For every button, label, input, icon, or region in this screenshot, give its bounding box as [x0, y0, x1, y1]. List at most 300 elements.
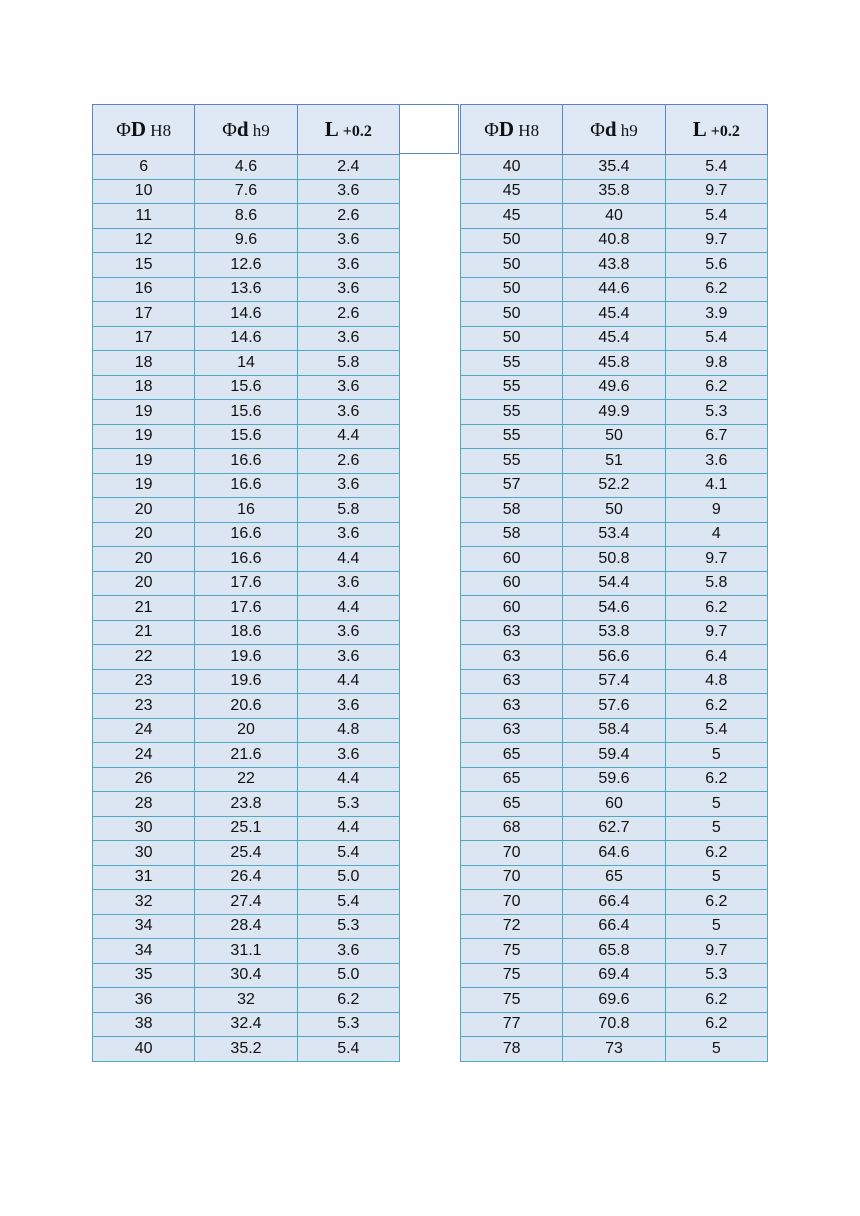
table-row: [461, 547, 768, 572]
cell-outer-diameter: 23: [93, 669, 195, 694]
table-row: [93, 816, 400, 841]
table-row: [461, 253, 768, 278]
table-row: [461, 498, 768, 523]
cell-outer-diameter: 20: [93, 522, 195, 547]
cell-length: 3.6: [297, 375, 399, 400]
table-row: [93, 473, 400, 498]
cell-outer-diameter: 31: [93, 865, 195, 890]
table-row: [93, 841, 400, 866]
table-row: [461, 1012, 768, 1037]
table-row: [93, 351, 400, 376]
cell-outer-diameter: 50: [461, 302, 563, 327]
cell-outer-diameter: 50: [461, 326, 563, 351]
cell-length: 5: [665, 1037, 767, 1062]
cell-outer-diameter: 77: [461, 1012, 563, 1037]
table-row: [93, 865, 400, 890]
cell-length: 9.7: [665, 228, 767, 253]
cell-inner-diameter: 14.6: [195, 302, 297, 327]
cell-length: 4.4: [297, 424, 399, 449]
cell-length: 3.6: [665, 449, 767, 474]
cell-inner-diameter: 16: [195, 498, 297, 523]
cell-outer-diameter: 19: [93, 424, 195, 449]
cell-outer-diameter: 21: [93, 596, 195, 621]
cell-outer-diameter: 72: [461, 914, 563, 939]
table-row: [93, 400, 400, 425]
cell-length: 9.7: [665, 547, 767, 572]
table-row: [461, 792, 768, 817]
table-row: [461, 963, 768, 988]
table-row: [461, 400, 768, 425]
cell-inner-diameter: 45.4: [563, 326, 665, 351]
cell-outer-diameter: 55: [461, 400, 563, 425]
table-row: [461, 155, 768, 180]
cell-outer-diameter: 15: [93, 253, 195, 278]
cell-outer-diameter: 30: [93, 816, 195, 841]
cell-outer-diameter: 19: [93, 449, 195, 474]
cell-outer-diameter: 24: [93, 743, 195, 768]
cell-length: 3.6: [297, 571, 399, 596]
cell-length: 6.7: [665, 424, 767, 449]
table-row: [93, 375, 400, 400]
header-length: L +0.2: [665, 105, 767, 155]
table-row: [461, 179, 768, 204]
table-row: [93, 326, 400, 351]
cell-inner-diameter: 30.4: [195, 963, 297, 988]
cell-outer-diameter: 20: [93, 498, 195, 523]
cell-outer-diameter: 10: [93, 179, 195, 204]
table-row: [93, 890, 400, 915]
table-row: [93, 179, 400, 204]
table-row: [461, 865, 768, 890]
cell-length: 6.2: [665, 988, 767, 1013]
cell-inner-diameter: 70.8: [563, 1012, 665, 1037]
table-row: [461, 522, 768, 547]
cell-inner-diameter: 15.6: [195, 400, 297, 425]
cell-outer-diameter: 78: [461, 1037, 563, 1062]
table-row: [93, 743, 400, 768]
header-row: [461, 105, 768, 155]
table-row: [461, 939, 768, 964]
cell-length: 6.2: [665, 375, 767, 400]
cell-outer-diameter: 55: [461, 375, 563, 400]
table-row: [93, 155, 400, 180]
cell-length: 3.6: [297, 473, 399, 498]
cell-inner-diameter: 22: [195, 767, 297, 792]
cell-outer-diameter: 55: [461, 424, 563, 449]
cell-length: 5.0: [297, 865, 399, 890]
cell-inner-diameter: 26.4: [195, 865, 297, 890]
table-row: [93, 718, 400, 743]
table-row: [93, 424, 400, 449]
table-row: [93, 253, 400, 278]
cell-outer-diameter: 24: [93, 718, 195, 743]
cell-length: 6.2: [297, 988, 399, 1013]
cell-outer-diameter: 70: [461, 841, 563, 866]
cell-outer-diameter: 60: [461, 547, 563, 572]
cell-outer-diameter: 19: [93, 473, 195, 498]
cell-length: 2.6: [297, 204, 399, 229]
cell-outer-diameter: 17: [93, 302, 195, 327]
cell-inner-diameter: 19.6: [195, 645, 297, 670]
cell-inner-diameter: 62.7: [563, 816, 665, 841]
table-row: [461, 841, 768, 866]
cell-inner-diameter: 69.6: [563, 988, 665, 1013]
cell-outer-diameter: 38: [93, 1012, 195, 1037]
cell-length: 6.2: [665, 596, 767, 621]
table-row: [93, 571, 400, 596]
cell-length: 2.4: [297, 155, 399, 180]
cell-length: 3.6: [297, 179, 399, 204]
cell-length: 5.4: [665, 718, 767, 743]
cell-inner-diameter: 52.2: [563, 473, 665, 498]
table-row: [461, 669, 768, 694]
cell-length: 6.4: [665, 645, 767, 670]
cell-length: 3.6: [297, 228, 399, 253]
cell-inner-diameter: 7.6: [195, 179, 297, 204]
cell-inner-diameter: 59.6: [563, 767, 665, 792]
cell-inner-diameter: 13.6: [195, 277, 297, 302]
cell-inner-diameter: 23.8: [195, 792, 297, 817]
cell-inner-diameter: 65.8: [563, 939, 665, 964]
cell-length: 6.2: [665, 1012, 767, 1037]
cell-inner-diameter: 64.6: [563, 841, 665, 866]
table-row: [93, 645, 400, 670]
table-row: [461, 914, 768, 939]
table-row: [461, 620, 768, 645]
cell-length: 4.4: [297, 767, 399, 792]
table-row: [461, 571, 768, 596]
cell-outer-diameter: 6: [93, 155, 195, 180]
cell-inner-diameter: 57.4: [563, 669, 665, 694]
cell-outer-diameter: 30: [93, 841, 195, 866]
cell-inner-diameter: 58.4: [563, 718, 665, 743]
header-spacer-cell: [399, 104, 459, 154]
cell-inner-diameter: 21.6: [195, 743, 297, 768]
cell-outer-diameter: 63: [461, 694, 563, 719]
table-row: [461, 351, 768, 376]
cell-length: 6.2: [665, 767, 767, 792]
table-row: [93, 1012, 400, 1037]
table-body-left: [93, 155, 400, 1062]
table-row: [461, 890, 768, 915]
cell-length: 5.8: [297, 498, 399, 523]
cell-outer-diameter: 11: [93, 204, 195, 229]
cell-length: 5.8: [665, 571, 767, 596]
cell-length: 9.8: [665, 351, 767, 376]
cell-outer-diameter: 55: [461, 449, 563, 474]
cell-inner-diameter: 16.6: [195, 547, 297, 572]
cell-length: 6.2: [665, 841, 767, 866]
table-row: [93, 767, 400, 792]
cell-length: 5.3: [665, 400, 767, 425]
cell-length: 3.6: [297, 620, 399, 645]
cell-inner-diameter: 20.6: [195, 694, 297, 719]
table-row: [461, 694, 768, 719]
cell-inner-diameter: 69.4: [563, 963, 665, 988]
cell-inner-diameter: 56.6: [563, 645, 665, 670]
cell-inner-diameter: 49.6: [563, 375, 665, 400]
cell-inner-diameter: 50.8: [563, 547, 665, 572]
cell-length: 4.1: [665, 473, 767, 498]
cell-length: 4.4: [297, 669, 399, 694]
cell-outer-diameter: 35: [93, 963, 195, 988]
cell-length: 3.6: [297, 253, 399, 278]
cell-inner-diameter: 17.6: [195, 596, 297, 621]
cell-inner-diameter: 43.8: [563, 253, 665, 278]
cell-outer-diameter: 60: [461, 571, 563, 596]
cell-inner-diameter: 53.4: [563, 522, 665, 547]
cell-inner-diameter: 53.8: [563, 620, 665, 645]
cell-inner-diameter: 14.6: [195, 326, 297, 351]
cell-inner-diameter: 15.6: [195, 375, 297, 400]
table-row: [461, 718, 768, 743]
cell-length: 2.6: [297, 449, 399, 474]
table-row: [93, 449, 400, 474]
cell-length: 3.6: [297, 522, 399, 547]
cell-inner-diameter: 31.1: [195, 939, 297, 964]
cell-inner-diameter: 57.6: [563, 694, 665, 719]
cell-outer-diameter: 50: [461, 277, 563, 302]
cell-outer-diameter: 19: [93, 400, 195, 425]
cell-outer-diameter: 65: [461, 767, 563, 792]
cell-length: 5.6: [665, 253, 767, 278]
cell-length: 5.3: [297, 1012, 399, 1037]
cell-length: 5.4: [665, 326, 767, 351]
table-row: [461, 767, 768, 792]
cell-outer-diameter: 57: [461, 473, 563, 498]
cell-length: 4.4: [297, 547, 399, 572]
table-row: [93, 498, 400, 523]
table-body-right: [461, 155, 768, 1062]
cell-length: 5.8: [297, 351, 399, 376]
cell-outer-diameter: 63: [461, 669, 563, 694]
cell-length: 3.9: [665, 302, 767, 327]
cell-outer-diameter: 58: [461, 522, 563, 547]
cell-inner-diameter: 25.4: [195, 841, 297, 866]
cell-length: 6.2: [665, 277, 767, 302]
cell-outer-diameter: 63: [461, 718, 563, 743]
cell-inner-diameter: 12.6: [195, 253, 297, 278]
cell-inner-diameter: 40: [563, 204, 665, 229]
table-row: [93, 914, 400, 939]
cell-outer-diameter: 70: [461, 865, 563, 890]
cell-outer-diameter: 75: [461, 988, 563, 1013]
cell-outer-diameter: 63: [461, 620, 563, 645]
cell-length: 5: [665, 743, 767, 768]
header-inner-diameter: Φd h9: [195, 105, 297, 155]
table-row: [461, 302, 768, 327]
cell-inner-diameter: 51: [563, 449, 665, 474]
table-row: [461, 645, 768, 670]
cell-outer-diameter: 68: [461, 816, 563, 841]
cell-inner-diameter: 44.6: [563, 277, 665, 302]
cell-length: 2.6: [297, 302, 399, 327]
cell-inner-diameter: 35.2: [195, 1037, 297, 1062]
cell-outer-diameter: 23: [93, 694, 195, 719]
cell-length: 3.6: [297, 743, 399, 768]
cell-length: 5.3: [665, 963, 767, 988]
cell-outer-diameter: 21: [93, 620, 195, 645]
cell-inner-diameter: 35.4: [563, 155, 665, 180]
cell-outer-diameter: 18: [93, 351, 195, 376]
cell-length: 5.4: [665, 204, 767, 229]
cell-outer-diameter: 63: [461, 645, 563, 670]
header-outer-diameter: ΦD H8: [93, 105, 195, 155]
cell-outer-diameter: 34: [93, 939, 195, 964]
cell-inner-diameter: 65: [563, 865, 665, 890]
cell-length: 4: [665, 522, 767, 547]
table-row: [461, 988, 768, 1013]
cell-length: 5.4: [297, 841, 399, 866]
cell-outer-diameter: 28: [93, 792, 195, 817]
cell-inner-diameter: 18.6: [195, 620, 297, 645]
table-row: [461, 1037, 768, 1062]
cell-length: 6.2: [665, 694, 767, 719]
cell-outer-diameter: 50: [461, 228, 563, 253]
cell-inner-diameter: 27.4: [195, 890, 297, 915]
cell-outer-diameter: 60: [461, 596, 563, 621]
table-row: [93, 620, 400, 645]
table-row: [461, 743, 768, 768]
table-row: [461, 228, 768, 253]
cell-inner-diameter: 16.6: [195, 449, 297, 474]
cell-length: 5.0: [297, 963, 399, 988]
cell-outer-diameter: 32: [93, 890, 195, 915]
cell-length: 4.4: [297, 816, 399, 841]
cell-length: 4.8: [297, 718, 399, 743]
cell-length: 3.6: [297, 400, 399, 425]
table-row: [93, 988, 400, 1013]
cell-length: 3.6: [297, 645, 399, 670]
table-row: [93, 277, 400, 302]
cell-outer-diameter: 26: [93, 767, 195, 792]
cell-outer-diameter: 65: [461, 743, 563, 768]
cell-length: 4.4: [297, 596, 399, 621]
cell-outer-diameter: 20: [93, 571, 195, 596]
cell-length: 5.3: [297, 792, 399, 817]
cell-length: 3.6: [297, 939, 399, 964]
table-row: [461, 326, 768, 351]
cell-outer-diameter: 50: [461, 253, 563, 278]
cell-inner-diameter: 17.6: [195, 571, 297, 596]
table-row: [461, 424, 768, 449]
cell-inner-diameter: 66.4: [563, 890, 665, 915]
cell-outer-diameter: 75: [461, 939, 563, 964]
cell-inner-diameter: 54.4: [563, 571, 665, 596]
table-row: [461, 277, 768, 302]
cell-outer-diameter: 65: [461, 792, 563, 817]
table-row: [93, 204, 400, 229]
cell-inner-diameter: 59.4: [563, 743, 665, 768]
cell-inner-diameter: 15.6: [195, 424, 297, 449]
cell-outer-diameter: 58: [461, 498, 563, 523]
cell-outer-diameter: 18: [93, 375, 195, 400]
cell-outer-diameter: 36: [93, 988, 195, 1013]
cell-length: 9.7: [665, 620, 767, 645]
cell-inner-diameter: 8.6: [195, 204, 297, 229]
table-row: [461, 596, 768, 621]
cell-outer-diameter: 40: [93, 1037, 195, 1062]
cell-length: 5: [665, 792, 767, 817]
cell-inner-diameter: 35.8: [563, 179, 665, 204]
table-row: [93, 228, 400, 253]
cell-inner-diameter: 28.4: [195, 914, 297, 939]
table-row: [93, 792, 400, 817]
cell-length: 3.6: [297, 694, 399, 719]
cell-outer-diameter: 55: [461, 351, 563, 376]
cell-inner-diameter: 45.4: [563, 302, 665, 327]
cell-inner-diameter: 73: [563, 1037, 665, 1062]
cell-inner-diameter: 19.6: [195, 669, 297, 694]
cell-outer-diameter: 12: [93, 228, 195, 253]
cell-outer-diameter: 16: [93, 277, 195, 302]
table-row: [93, 939, 400, 964]
cell-inner-diameter: 14: [195, 351, 297, 376]
cell-length: 3.6: [297, 277, 399, 302]
cell-length: 5.3: [297, 914, 399, 939]
cell-outer-diameter: 75: [461, 963, 563, 988]
table-row: [93, 669, 400, 694]
cell-outer-diameter: 70: [461, 890, 563, 915]
header-outer-diameter: ΦD H8: [461, 105, 563, 155]
cell-inner-diameter: 4.6: [195, 155, 297, 180]
table-row: [93, 1037, 400, 1062]
cell-inner-diameter: 49.9: [563, 400, 665, 425]
table-row: [461, 449, 768, 474]
table-row: [461, 473, 768, 498]
cell-length: 9.7: [665, 179, 767, 204]
dimension-table-left: [92, 104, 400, 1062]
dimension-table-right: [460, 104, 768, 1062]
cell-inner-diameter: 16.6: [195, 473, 297, 498]
cell-inner-diameter: 40.8: [563, 228, 665, 253]
cell-outer-diameter: 34: [93, 914, 195, 939]
cell-length: 9: [665, 498, 767, 523]
cell-length: 3.6: [297, 326, 399, 351]
cell-length: 5: [665, 914, 767, 939]
cell-length: 4.8: [665, 669, 767, 694]
table-row: [461, 375, 768, 400]
cell-outer-diameter: 20: [93, 547, 195, 572]
table-row: [461, 204, 768, 229]
table-row: [93, 547, 400, 572]
cell-outer-diameter: 40: [461, 155, 563, 180]
cell-outer-diameter: 45: [461, 179, 563, 204]
cell-length: 5.4: [297, 1037, 399, 1062]
cell-length: 9.7: [665, 939, 767, 964]
cell-length: 6.2: [665, 890, 767, 915]
cell-length: 5.4: [297, 890, 399, 915]
cell-outer-diameter: 45: [461, 204, 563, 229]
cell-inner-diameter: 66.4: [563, 914, 665, 939]
cell-inner-diameter: 25.1: [195, 816, 297, 841]
table-row: [461, 816, 768, 841]
cell-outer-diameter: 22: [93, 645, 195, 670]
cell-inner-diameter: 32: [195, 988, 297, 1013]
cell-inner-diameter: 20: [195, 718, 297, 743]
cell-length: 5: [665, 816, 767, 841]
table-row: [93, 694, 400, 719]
cell-inner-diameter: 9.6: [195, 228, 297, 253]
table-row: [93, 596, 400, 621]
table-row: [93, 963, 400, 988]
header-length: L +0.2: [297, 105, 399, 155]
cell-inner-diameter: 50: [563, 424, 665, 449]
cell-outer-diameter: 17: [93, 326, 195, 351]
cell-length: 5.4: [665, 155, 767, 180]
cell-inner-diameter: 54.6: [563, 596, 665, 621]
cell-inner-diameter: 32.4: [195, 1012, 297, 1037]
